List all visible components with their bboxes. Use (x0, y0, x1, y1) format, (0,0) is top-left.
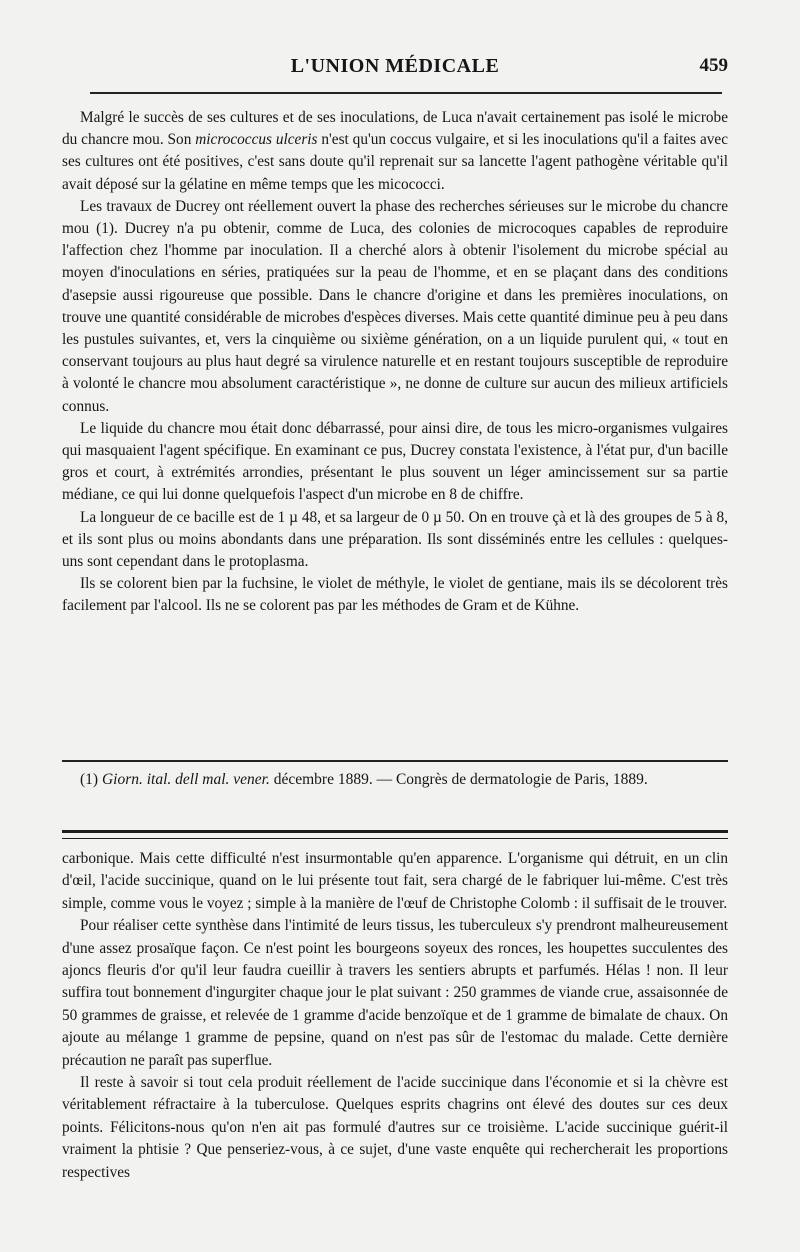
paragraph: Les travaux de Ducrey ont réellement ouvert la phase des recherches sérieuses sur le microbe du chancre mou (1). Ducrey n'a pu obtenir, comme de Luca, des colonies de microcoques capables de reproduire l'affection chez l'homme par inoculation. Il a cherché alors à obtenir l'isolement du microbe spécial au moyen d'inoculations en séries, pratiquées sur la peau de l'homme, et en se plaçant dans des conditions d'asepsie aussi rigoureuse que possible. Dans le chancre d'origine et dans les premières inoculations, on trouve une quantité considérable de microbes d'espèces diverses. Mais cette quantité diminue peu à peu dans les pustules suivantes, et, vers la cinquième ou sixième génération, on a un liquide purulent qui, « tout en conservant toujours au plus haut degré sa virulence naturelle et en restant toujours susceptible de reproduire à volonté le chancre mou absolument caractéristique », ne donne de culture sur aucun des milieux artificiels connus. (62, 197, 728, 415)
section-separator-thick (62, 830, 728, 833)
paragraph: Ils se colorent bien par la fuchsine, le violet de méthyle, le violet de gentiane, mais ils se décolorent très facilement par l'alcool. Ils ne se colorent pas par les méthodes de Gram et de Kühne. (62, 575, 728, 615)
paragraph (62, 107, 728, 196)
article-section-top (62, 107, 728, 618)
footnote-rule (62, 760, 728, 762)
paragraph: La longueur de ce bacille est de 1 µ 48, et sa largeur de 0 µ 50. On en trouve çà et là des groupes de 5 à 8, et ils sont plus ou moins abondants dans une préparation. Ils sont disséminés entre les cellules : quelques-uns sont cependant dans le protoplasma. (62, 508, 728, 571)
page-header (62, 55, 728, 85)
page-number: 459 (699, 55, 728, 76)
footnote-text (62, 768, 728, 792)
running-title: L'UNION MÉDICALE (290, 55, 500, 77)
article-section-bottom (62, 848, 728, 1184)
paragraph: Le liquide du chancre mou était donc débarrassé, pour ainsi dire, de tous les micro-organismes vulgaires qui masquaient l'agent spécifique. En examinant ce pus, Ducrey constata l'existence, à l'état pur, d'un bacille gros et court, à extrémités arrondies, présentant le plus souvent un léger amincissement sur sa partie médiane, ce qui lui donne quelquefois l'aspect d'un microbe en 8 de chiffre. (62, 419, 728, 504)
footnote-rest: décembre 1889. — Congrès de dermatologie de Paris, 1889. (269, 771, 648, 788)
footnote-marker: (1) (80, 771, 102, 788)
paragraph-text: n'est qu'un coccus vulgaire, et si les inoculations qu'il a faites avec ses cultures ont été positives, c'est sans doute qu'il reprenait sur sa lancette l'agent pathogène véritable qu'il avait déposé sur la gélatine en même temps que les micococci. (62, 131, 728, 193)
paragraph-text: Malgré le succès de ses cultures et de ses inoculations, de Luca n'avait certainement pas isolé le microbe du chancre mou. Son (62, 109, 728, 149)
paragraph: Pour réaliser cette synthèse dans l'intimité de leurs tissus, les tuberculeux s'y prendront malheureusement d'une assez prosaïque façon. Ce n'est point les bourgeons soyeux des ronces, les houpettes succulentes des ajoncs fleuris d'or qu'il leur faudra cueillir à travers les sentiers abrupts et parfumés. Hélas ! non. Il leur suffira tout bonnement d'ingurgiter chaque jour le plat suivant : 250 grammes de viande crue, assaisonnée de 50 grammes de graisse, et relevée de 1 gramme d'acide benzoïque et de 1 gramme de bimalate de chaux. On ajoute au mélange 1 gramme de pepsine, quand on n'est pas sûr de l'estomac du malade. Cette dernière précaution ne paraît pas superflue. (62, 917, 728, 1069)
section-separator-thin (62, 838, 728, 839)
footnote-journal: Giorn. ital. dell mal. vener. (101, 771, 270, 788)
paragraph: Il reste à savoir si tout cela produit réellement de l'acide succinique dans l'économie et si la chèvre est véritablement réfractaire à la tuberculose. Quelques esprits chagrins ont élevé des doutes sur ces deux points. Félicitons-nous qu'on n'en ait pas formulé d'autres sur ce troisième. L'acide succinique guérit-il vraiment la phtisie ? Que penseriez-vous, à ce sujet, d'une vaste enquête qui rechercherait les proportions respectives (62, 1074, 728, 1181)
italic-term: micrococcus ulceris (195, 131, 318, 149)
footnote (62, 768, 728, 792)
header-rule (90, 92, 722, 94)
paragraph: carbonique. Mais cette difficulté n'est insurmontable qu'en apparence. L'organisme qui détruit, en un clin d'œil, l'acide succinique, quand on le lui présente tout fait, sera chargé de le fabriquer lui-même. C'est très simple, comme vous le voyez ; simple à la manière de l'œuf de Christophe Colomb : il suffisait de le trouver. (62, 850, 728, 912)
